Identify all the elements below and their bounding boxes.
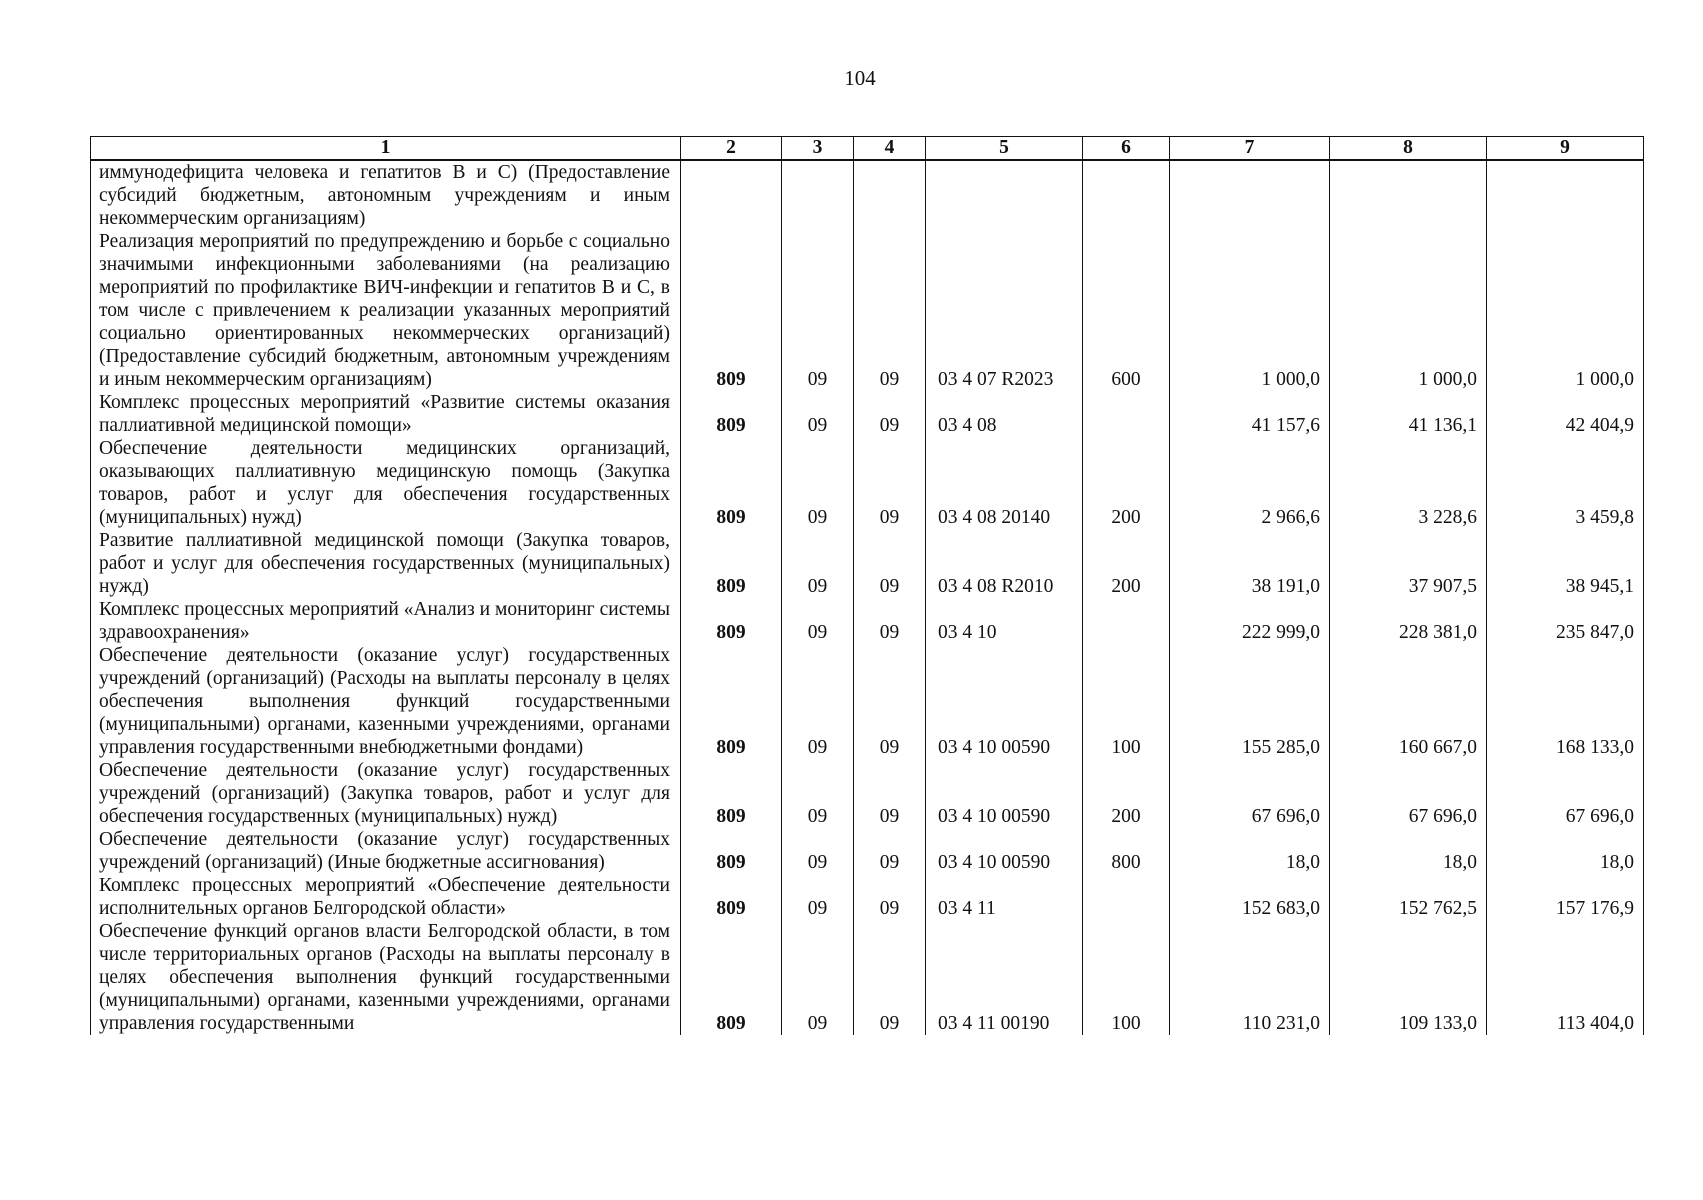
cell-grbs: 809 (681, 437, 782, 529)
cell-amount-2 (1330, 160, 1487, 230)
table-row (91, 874, 1644, 920)
column-header: 8 (1330, 137, 1487, 161)
cell-amount-3: 67 696,0 (1487, 759, 1644, 828)
table-row (91, 644, 1644, 759)
cell-amount-1 (1170, 160, 1330, 230)
cell-grbs (681, 160, 782, 230)
page-number: 104 (844, 66, 876, 90)
cell-expense-type: 800 (1083, 828, 1170, 874)
cell-expense-type (1083, 160, 1170, 230)
cell-subsection: 09 (854, 598, 926, 644)
cell-grbs: 809 (681, 920, 782, 1035)
cell-amount-1: 110 231,0 (1170, 920, 1330, 1035)
cell-amount-3: 1 000,0 (1487, 230, 1644, 391)
cell-amount-2: 41 136,1 (1330, 391, 1487, 437)
row-name: иммунодефицита человека и гепатитов В и С) (Предоставление субсидий бюджетным, автономным учреждениям и иным некоммерческим организациям) (91, 160, 681, 230)
column-header: 5 (926, 137, 1083, 161)
cell-amount-1: 41 157,6 (1170, 391, 1330, 437)
table-row (91, 598, 1644, 644)
cell-target-article: 03 4 11 (926, 874, 1083, 920)
cell-amount-1: 2 966,6 (1170, 437, 1330, 529)
column-header: 1 (91, 137, 681, 161)
row-name: Обеспечение деятельности (оказание услуг) государственных учреждений (организаций) (Закупка товаров, работ и услуг для обеспечения государственных (муниципальных) нужд) (91, 759, 681, 828)
cell-amount-2: 18,0 (1330, 828, 1487, 874)
cell-amount-3: 18,0 (1487, 828, 1644, 874)
cell-expense-type: 200 (1083, 529, 1170, 598)
row-name: Комплекс процессных мероприятий «Развитие системы оказания паллиативной медицинской помощи» (91, 391, 681, 437)
cell-section: 09 (782, 230, 854, 391)
cell-subsection (854, 160, 926, 230)
cell-subsection: 09 (854, 529, 926, 598)
table-row (91, 160, 1644, 230)
table-header-row (91, 137, 1644, 161)
cell-grbs: 809 (681, 644, 782, 759)
cell-target-article: 03 4 10 00590 (926, 828, 1083, 874)
column-header: 2 (681, 137, 782, 161)
cell-grbs: 809 (681, 598, 782, 644)
column-header: 3 (782, 137, 854, 161)
cell-section: 09 (782, 529, 854, 598)
cell-grbs: 809 (681, 828, 782, 874)
cell-section: 09 (782, 391, 854, 437)
cell-amount-2: 160 667,0 (1330, 644, 1487, 759)
cell-target-article: 03 4 07 R2023 (926, 230, 1083, 391)
cell-expense-type: 100 (1083, 644, 1170, 759)
cell-subsection: 09 (854, 391, 926, 437)
cell-amount-1: 67 696,0 (1170, 759, 1330, 828)
cell-grbs: 809 (681, 874, 782, 920)
cell-expense-type: 100 (1083, 920, 1170, 1035)
cell-section: 09 (782, 828, 854, 874)
cell-subsection: 09 (854, 644, 926, 759)
cell-amount-2: 1 000,0 (1330, 230, 1487, 391)
cell-target-article: 03 4 10 00590 (926, 759, 1083, 828)
cell-subsection: 09 (854, 920, 926, 1035)
cell-amount-3: 168 133,0 (1487, 644, 1644, 759)
cell-expense-type: 200 (1083, 759, 1170, 828)
row-name: Комплекс процессных мероприятий «Обеспечение деятельности исполнительных органов Белгородской области» (91, 874, 681, 920)
column-header: 4 (854, 137, 926, 161)
cell-grbs: 809 (681, 759, 782, 828)
cell-target-article: 03 4 10 00590 (926, 644, 1083, 759)
cell-amount-1: 38 191,0 (1170, 529, 1330, 598)
cell-subsection: 09 (854, 828, 926, 874)
table-row (91, 437, 1644, 529)
cell-subsection: 09 (854, 437, 926, 529)
cell-amount-1: 1 000,0 (1170, 230, 1330, 391)
cell-section (782, 160, 854, 230)
row-name: Обеспечение деятельности (оказание услуг) государственных учреждений (организаций) (Иные бюджетные ассигнования) (91, 828, 681, 874)
cell-grbs: 809 (681, 230, 782, 391)
column-header: 7 (1170, 137, 1330, 161)
cell-target-article: 03 4 11 00190 (926, 920, 1083, 1035)
cell-amount-2: 67 696,0 (1330, 759, 1487, 828)
cell-target-article: 03 4 10 (926, 598, 1083, 644)
table-row (91, 529, 1644, 598)
cell-amount-3: 3 459,8 (1487, 437, 1644, 529)
table-row (91, 920, 1644, 1035)
row-name: Обеспечение деятельности (оказание услуг) государственных учреждений (организаций) (Расходы на выплаты персоналу в целях обеспечения выполнения функций государственными (муниципальными) органами, казенными учреждениями, органами управления государственными внебюджетными фондами) (91, 644, 681, 759)
cell-grbs: 809 (681, 391, 782, 437)
cell-target-article: 03 4 08 R2010 (926, 529, 1083, 598)
cell-subsection: 09 (854, 230, 926, 391)
table-row (91, 230, 1644, 391)
cell-amount-2: 152 762,5 (1330, 874, 1487, 920)
cell-target-article: 03 4 08 (926, 391, 1083, 437)
cell-section: 09 (782, 437, 854, 529)
table-row (91, 759, 1644, 828)
budget-table (90, 136, 1644, 1035)
cell-subsection: 09 (854, 759, 926, 828)
cell-expense-type: 600 (1083, 230, 1170, 391)
cell-amount-2: 228 381,0 (1330, 598, 1487, 644)
row-name: Реализация мероприятий по предупреждению и борьбе с социально значимыми инфекционными заболеваниями (на реализацию мероприятий по профилактике ВИЧ-инфекции и гепатитов В и С, в том числе с привлечением к реализации указанных мероприятий социально ориентированных некоммерческих организаций) (Предоставление субсидий бюджетным, автономным учреждениям и иным некоммерческим организациям) (91, 230, 681, 391)
cell-amount-1: 152 683,0 (1170, 874, 1330, 920)
table-row (91, 391, 1644, 437)
cell-amount-3: 42 404,9 (1487, 391, 1644, 437)
cell-section: 09 (782, 759, 854, 828)
cell-amount-2: 109 133,0 (1330, 920, 1487, 1035)
cell-amount-3 (1487, 160, 1644, 230)
cell-expense-type: 200 (1083, 437, 1170, 529)
row-name: Обеспечение деятельности медицинских организаций, оказывающих паллиативную медицинскую помощь (Закупка товаров, работ и услуг для обеспечения государственных (муниципальных) нужд) (91, 437, 681, 529)
cell-amount-3: 113 404,0 (1487, 920, 1644, 1035)
cell-amount-2: 37 907,5 (1330, 529, 1487, 598)
cell-expense-type (1083, 391, 1170, 437)
cell-section: 09 (782, 874, 854, 920)
cell-section: 09 (782, 598, 854, 644)
column-header: 9 (1487, 137, 1644, 161)
cell-target-article (926, 160, 1083, 230)
cell-amount-3: 38 945,1 (1487, 529, 1644, 598)
row-name: Обеспечение функций органов власти Белгородской области, в том числе территориальных органов (Расходы на выплаты персоналу в целях обеспечения выполнения функций государственными (муниципальными) органами, казенными учреждениями, органами управления государственными (91, 920, 681, 1035)
cell-target-article: 03 4 08 20140 (926, 437, 1083, 529)
cell-section: 09 (782, 920, 854, 1035)
row-name: Комплекс процессных мероприятий «Анализ и мониторинг системы здравоохранения» (91, 598, 681, 644)
cell-expense-type (1083, 874, 1170, 920)
cell-section: 09 (782, 644, 854, 759)
cell-amount-3: 235 847,0 (1487, 598, 1644, 644)
table-row (91, 828, 1644, 874)
row-name: Развитие паллиативной медицинской помощи (Закупка товаров, работ и услуг для обеспечения государственных (муниципальных) нужд) (91, 529, 681, 598)
cell-grbs: 809 (681, 529, 782, 598)
cell-amount-2: 3 228,6 (1330, 437, 1487, 529)
cell-expense-type (1083, 598, 1170, 644)
cell-amount-1: 18,0 (1170, 828, 1330, 874)
cell-subsection: 09 (854, 874, 926, 920)
cell-amount-1: 222 999,0 (1170, 598, 1330, 644)
column-header: 6 (1083, 137, 1170, 161)
cell-amount-3: 157 176,9 (1487, 874, 1644, 920)
cell-amount-1: 155 285,0 (1170, 644, 1330, 759)
